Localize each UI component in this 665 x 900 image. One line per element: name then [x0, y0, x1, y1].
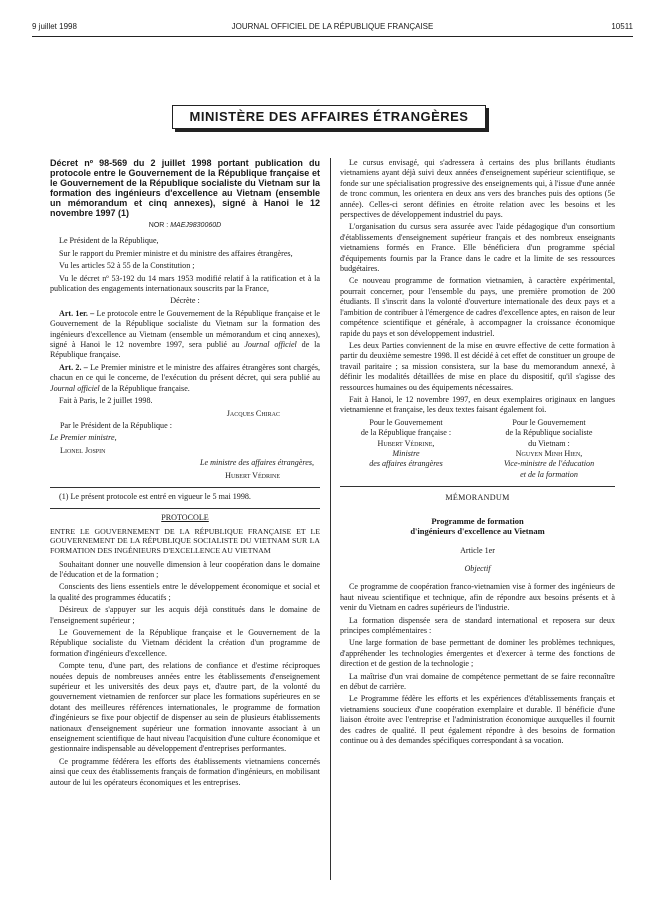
protocole-heading: PROTOCOLE [161, 513, 209, 523]
column-divider [330, 158, 331, 880]
paragraph: Les deux Parties conviennent de la mise en œuvre effective de cette formation à partir du deuxième semestre 1998. Il est décidé à cet effet de constituer un groupe de travail paritaire ; sa mission consistera, sur la base du memorandum annexé, à définir les modalités détaillées de mise en place du dispositif, qu'il s'agisse des ressources humaines ou des équipements nécessaires. [340, 340, 615, 392]
right-column [340, 158, 615, 749]
signature-vietnam [483, 418, 615, 480]
sig-title: Vice-ministre de l'éducation [503, 459, 595, 469]
article-1 [50, 309, 320, 361]
left-column [50, 158, 320, 790]
nor-value: MAEJ9830060D [170, 222, 222, 229]
article-text: Le protocole entre le Gouvernement de la République française et le Gouvernement de la République socialiste du Vietnam sur la formation des ingénieurs d'excellence au Vietnam (ensemble un mémorandum et cinq annexes), signé à Hanoi le 12 novembre 1997, sera publié au [50, 308, 320, 350]
signatures-block [340, 418, 615, 480]
article-heading: Article 1er [460, 545, 495, 555]
paragraph: Le Président de la République, [59, 236, 159, 246]
paragraph: Désireux de s'appuyer sur les acquis déjà constitués dans le domaine de l'enseignement supérieur ; [50, 605, 320, 625]
memorandum-heading: MÉMORANDUM [445, 493, 510, 503]
paragraph: Conscients des liens essentiels entre le développement économique et social et la qualité des programmes éducatifs ; [50, 582, 320, 602]
sig-name: Hubert Védrine, [377, 438, 435, 448]
journal-name: Journal officiel [244, 340, 297, 350]
paragraph: La maîtrise d'un vrai domaine de compétence permettant de se faire reconnaître en début de carrière. [340, 671, 615, 692]
paragraph: L'organisation du cursus sera assurée avec l'aide pédagogique d'un consortium d'établissements d'enseignement supérieur français et des nombreux enseignants vietnamiens formés en France. Elle bénéficiera d'un programme spécial d'équipements fournis par la France dans le cadre et la limite de ses ressources budgétaires. [340, 222, 615, 274]
paragraph: Une large formation de base permettant de dominer les problèmes techniques, d'appréhender les technologies émergentes et d'exercer à terme des fonctions de direction et de gestion de la technologie ; [340, 638, 615, 669]
paragraph: Ce programme fédérera les efforts des établissements vietnamiens concernés ainsi que ceux des établissements français de formation d'ingénieurs, en mobilisant autour de lui les opérateurs économiques et les entreprises. [50, 756, 320, 787]
sig-line: de la République française : [360, 428, 452, 438]
objectif-heading: Objectif [464, 564, 491, 573]
decrete-label: Décrète : [170, 296, 200, 306]
memorandum-title [340, 516, 615, 536]
signing-place-date: Fait à Paris, le 2 juillet 1998. [59, 396, 153, 406]
memorandum-title-line: d'ingénieurs d'excellence au Vietnam [410, 525, 545, 536]
section-rule [340, 486, 615, 487]
sig-line: Pour le Gouvernement [369, 417, 443, 427]
header-rule [32, 36, 633, 37]
paragraph: Compte tenu, d'une part, des relations de confiance et d'estime réciproques nouées depuis de nombreuses années entre les établissements d'enseignement supérieur et les universités des deux pays et, d'autre part, de la volonté du gouvernement vietnamien de renforcer sur place les formations supérieures en se dotant des meilleures références internationales, le programme de formation d'ingénieurs se fixe pour objectif de dispenser au sein de plusieurs établissements nationaux d'enseignement supérieur une formation innovante associant à un enseignement scientifique de haut niveau l'acquisition d'une culture économique et gestionnaire indispensable au développement d'entreprises performantes. [50, 661, 320, 754]
paragraph: Le Programme fédère les efforts et les expériences d'établissements français et vietnamiens soucieux d'une coopération exemplaire et durable. Il bénéficie d'une liaison étroite avec l'entreprise et l'administration économique auxquelles il fournit des cadres de qualité. Il peut également répondre à des besoins de formation continue ou à des demandes spécifiques correspondant à sa vocation. [340, 694, 615, 746]
sig-title: et de la formation [520, 469, 578, 479]
signature-pm: Lionel Jospin [60, 445, 106, 455]
article-2 [50, 363, 320, 394]
article-label: Art. 2. – [59, 362, 88, 372]
signature-ae: Hubert Védrine [225, 470, 280, 480]
sig-title: Ministre [392, 448, 420, 458]
paragraph: Fait à Hanoi, le 12 novembre 1997, en deux exemplaires originaux en langues vietnamienne et française, les deux textes faisant également foi. [340, 394, 615, 415]
nor-label: NOR : [148, 222, 169, 229]
nor-reference [50, 221, 320, 231]
paragraph: Le Gouvernement de la République française et le Gouvernement de la République socialiste du Vietnam décident la création d'un programme de formation d'ingénieurs d'excellence. [50, 627, 320, 658]
footnote-rule [50, 487, 320, 488]
article-text: Le Premier ministre et le ministre des affaires étrangères sont chargés, chacun en ce qui le concerne, de l'exécution du présent décret, qui sera publié au [50, 362, 320, 383]
signature-president: Jacques Chirac [226, 408, 280, 418]
paragraph: La formation dispensée sera de standard international et reposera sur deux principes complémentaires : [340, 615, 615, 636]
article-text: de la République française. [50, 340, 320, 360]
footnote: (1) Le présent protocole est entré en vigueur le 5 mai 1998. [59, 491, 251, 501]
ministry-heading: MINISTÈRE DES AFFAIRES ÉTRANGÈRES [172, 105, 486, 129]
ministre-ae-label: Le ministre des affaires étrangères, [200, 458, 314, 468]
paragraph: Ce nouveau programme de formation vietnamien, à caractère expérimental, pourrait concerner, pour l'ensemble du pays, une première promotion de 200 étudiants. Il s'inscrit dans la volonté d'ouverture internationale des deux pays et a l'ambition de contribuer à l'émergence de cadres d'excellence aptes, en raison de leur compétence scientifique et générale, à accompagner la croissance économique rapide du pays et son développement industriel. [340, 276, 615, 338]
decree-title: Décret nº 98-569 du 2 juillet 1998 portant publication du protocole entre le Gouvernement de la République française et le Gouvernement de la République socialiste du Vietnam sur la formation des ingénieurs d'excellence au Vietnam (ensemble un mémorandum et cinq annexes), signé à Hanoi le 12 novembre 1997 (1) [50, 158, 320, 218]
header-page-number: 10511 [611, 22, 633, 31]
paragraph: Vu les articles 52 à 55 de la Constitution ; [59, 261, 195, 271]
paragraph: Vu le décret nº 53-192 du 14 mars 1953 modifié relatif à la ratification et à la publication des engagements internationaux souscrits par la France, [50, 273, 320, 294]
par-le-president: Par le Président de la République : [60, 420, 172, 430]
sig-title: des affaires étrangères [369, 459, 443, 469]
journal-name: Journal officiel [50, 383, 100, 393]
article-label: Art. 1er. – [59, 308, 95, 318]
sig-name: Nguyen Minh Hien, [515, 448, 583, 458]
article-text: de la République française. [101, 383, 190, 393]
paragraph: Ce programme de coopération franco-vietnamien vise à former des ingénieurs de haut niveau scientifique et technique, afin de répondre aux besoins présents et à venir du Vietnam en cadres supérieurs de l'industrie. [340, 582, 615, 613]
sig-line: de la République socialiste [505, 428, 593, 438]
running-header [32, 22, 633, 34]
memorandum-title-line: Programme de formation [431, 515, 524, 526]
footnote-rule [50, 508, 320, 509]
paragraph: Souhaitant donner une nouvelle dimension à leur coopération dans le domaine de l'éducation et de la formation ; [50, 559, 320, 579]
paragraph: Le cursus envisagé, qui s'adressera à certains des plus brillants étudiants vietnamiens ayant déjà suivi deux années d'enseignement supérieur scientifique, se fonde sur une spécialisation progressive des enseignements qui, à l'issue d'une année de tronc commun, les orientera en deux ans vers des branches puis des options (5e année). Celles-ci seront définies en étroite relation avec les besoins et les perspectives de développement industriel du pays. [340, 158, 615, 220]
header-date: 9 juillet 1998 [32, 22, 77, 31]
paragraph: Sur le rapport du Premier ministre et du ministre des affaires étrangères, [59, 248, 293, 258]
protocole-subheading: ENTRE LE GOUVERNEMENT DE LA RÉPUBLIQUE FRANÇAISE ET LE GOUVERNEMENT DE LA RÉPUBLIQUE SOCIALISTE DU VIETNAM SUR LA FORMATION DES INGÉNIEURS D'EXCELLENCE AU VIETNAM [50, 526, 320, 555]
header-journal: JOURNAL OFFICIEL DE LA RÉPUBLIQUE FRANÇAISE [231, 22, 434, 31]
signature-france [340, 418, 472, 480]
sig-line: du Vietnam : [528, 438, 570, 448]
premier-ministre-label: Le Premier ministre, [50, 433, 117, 443]
sig-line: Pour le Gouvernement [512, 417, 586, 427]
